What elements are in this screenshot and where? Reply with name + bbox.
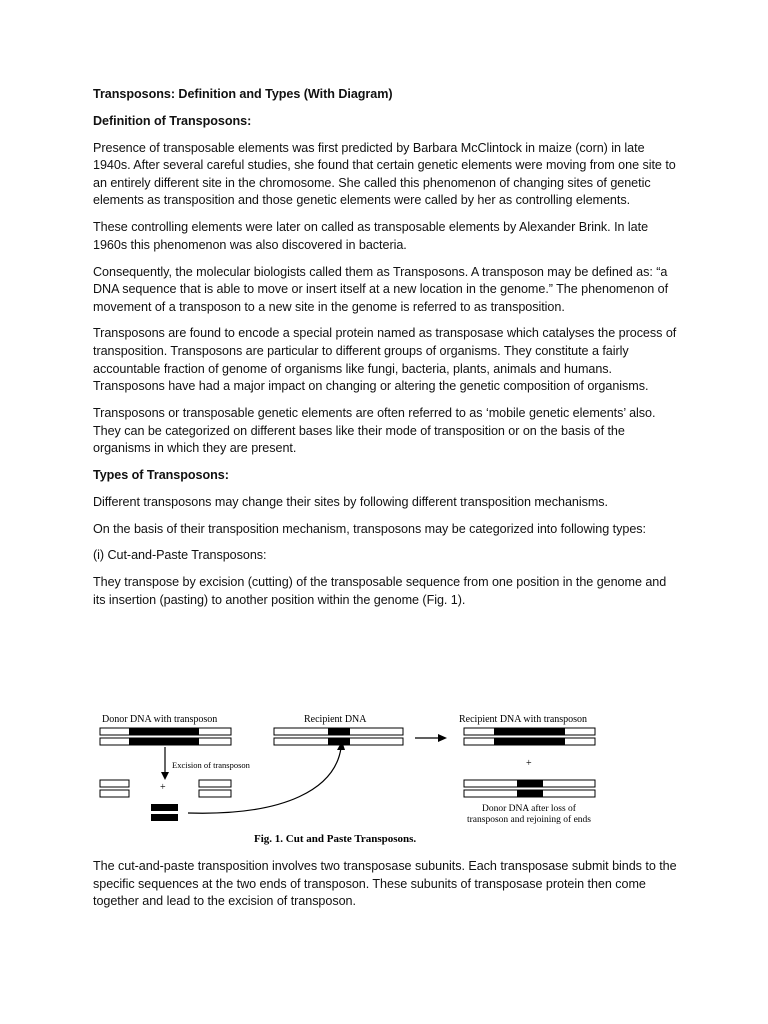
label-recipient-with-transposon: Recipient DNA with transposon [459, 714, 588, 725]
document-title: Transposons: Definition and Types (With Diagram) [93, 87, 393, 101]
paragraph-7: On the basis of their transposition mechanism, transposons may be categorized into following types: [93, 521, 646, 536]
paragraph-1: Presence of transposable elements was first predicted by Barbara McClintock in maize (corn) in late 1940s. After several careful studies, she found that certain genetic elements were moving from one site to an entirely different site in the chromosome. She called this phenomenon of changing sites of genetic elements as transposition and those genetic elements were called by her as controlling elements. [93, 140, 676, 208]
label-excision: Excision of transposon [172, 760, 250, 770]
label-donor-dna: Donor DNA with transposon [102, 714, 218, 725]
figure-caption: Fig. 1. Cut and Paste Transposons. [254, 833, 417, 845]
heading-types: Types of Transposons: [93, 468, 229, 482]
donor-transposon-top [129, 728, 199, 735]
label-donor-after-2: transposon and rejoining of ends [466, 815, 592, 825]
label-recipient-dna: Recipient DNA [304, 714, 367, 725]
document-body [93, 86, 678, 619]
donor-after-loss-strands [464, 780, 595, 797]
paragraph-4: Transposons are found to encode a special protein named as transposase which catalyses the process of transposition. Transposons are particular to different groups of organisms. They constitute a fairly accountable fraction of genome of organisms like fungi, bacteria, plants, animals and humans. Transposons have had a major impact on changing or altering the genetic composition of organisms. [93, 326, 677, 394]
subheading-cut-and-paste: (i) Cut-and-Paste Transposons: [93, 548, 267, 563]
paragraph-3: Consequently, the molecular biologists called them as Transposons. A transposon may be defined as: “a DNA sequence that is able to move or insert itself at a new location in the genome.” The phenomenon of movement of a transposon to a new site in the genome is referred to as transposition. [93, 264, 669, 314]
donor-transposon-bottom [129, 738, 199, 745]
figure-cut-and-paste [97, 708, 607, 848]
heading-definition: Definition of Transposons: [93, 113, 252, 128]
label-plus-excision: + [160, 782, 166, 793]
donor-dna-strands [100, 728, 231, 745]
paragraph-8: They transpose by excision (cutting) of the transposable sequence from one position in the genome and its insertion (pasting) to another position within the genome (Fig. 1). [93, 575, 667, 607]
paragraph-9: The cut-and-paste transposition involves two transposase subunits. Each transposase submit binds to the specific sequences at the two ends of transposon. These subunits of transposase protein then come together and lead to the excision of transposon. [93, 859, 677, 909]
paragraph-6: Different transposons may change their sites by following different transposition mechanisms. [93, 494, 608, 509]
free-transposon [151, 804, 178, 821]
down-arrow-icon [161, 772, 169, 780]
figure-diagram [97, 708, 607, 848]
paragraph-5: Transposons or transposable genetic elements are often referred to as ‘mobile genetic elements’ also. They can be categorized on different bases like their mode of transposition or on the basis of the organisms in which they are present. [93, 406, 656, 456]
label-plus-result: + [526, 758, 532, 769]
paragraph-2: These controlling elements were later on called as transposable elements by Alexander Brink. In late 1960s this phenomenon was also discovered in bacteria. [93, 220, 649, 252]
label-donor-after-1: Donor DNA after loss of [482, 804, 576, 814]
recipient-with-transposon-strands [464, 728, 595, 745]
document-body-continued [93, 858, 678, 911]
right-arrow-icon [438, 734, 447, 742]
recipient-dna-strands [274, 728, 403, 745]
